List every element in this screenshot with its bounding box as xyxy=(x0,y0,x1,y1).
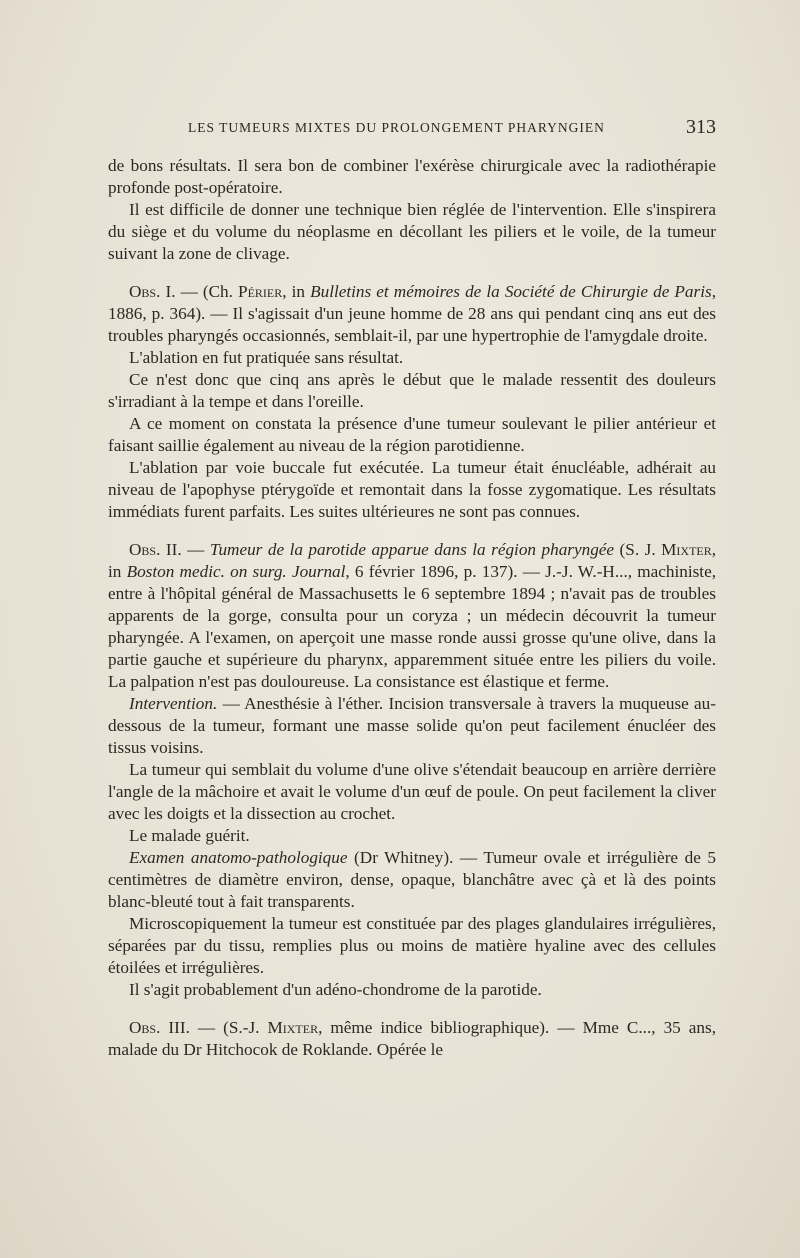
section-label: Intervention. xyxy=(129,694,218,713)
paragraph: de bons résultats. Il sera bon de combiner l'exérèse chirurgicale avec la radiothérapie profonde post-opératoire. xyxy=(108,156,716,197)
paragraph: Ce n'est donc que cinq ans après le début que le malade ressentit des douleurs s'irradiant à la tempe et dans l'oreille. xyxy=(108,370,716,411)
source-title: Bulletins et mémoires de la Société de Chirurgie de Paris xyxy=(310,282,712,301)
text-fragment: , 1886, p. 364). — Il s'agissait d'un jeune homme de 28 ans qui pendant cinq ans eut des troubles pharyngés occasionnés, semblait-il, par une hypertrophie de l'amygdale droite. xyxy=(108,282,716,345)
paragraph: A ce moment on constata la présence d'une tumeur soulevant le pilier antérieur et faisant saillie également au niveau de la région parotidienne. xyxy=(108,414,716,455)
text-fragment: — xyxy=(181,540,210,559)
source-title: Boston medic. on surg. Journal xyxy=(126,562,346,581)
obs-label: Obs. II. xyxy=(129,540,182,559)
page-header xyxy=(188,116,716,140)
text-fragment: (S. J. xyxy=(614,540,662,559)
paragraph: La tumeur qui semblait du volume d'une olive s'étendait beaucoup en arrière derrière l'angle de la mâchoire et avait le volume d'un œuf de poule. On peut facilement la cliver avec les doigts et la dissection au crochet. xyxy=(108,760,716,823)
observation-3 xyxy=(108,1017,716,1061)
text-fragment: — (Ch. xyxy=(175,282,239,301)
text-fragment: , 6 février 1896, p. 137). — J.-J. W.-H..., machiniste, entre à l'hôpital général de Massachusetts le 6 septembre 1894 ; n'avait pas de troubles apparents de la gorge, consulta pour un coryza ; un médecin découvrit la tumeur pharyngée. A l'examen, on aperçoit une masse ronde aussi grosse qu'une olive, dans la partie gauche et supérieure du pharynx, apparemment située entre les piliers du voile. La palpation n'est pas douloureuse. La consistance est élastique et ferme. xyxy=(108,562,717,691)
paragraph xyxy=(108,847,716,913)
paragraph xyxy=(108,693,716,759)
paragraph: Le malade guérit. xyxy=(129,826,250,845)
paragraph: Il s'agit probablement d'un adéno-chondrome de la parotide. xyxy=(129,980,542,999)
text-fragment: , in xyxy=(282,282,311,301)
author-name: Mixter xyxy=(267,1018,319,1037)
paragraph: L'ablation par voie buccale fut exécutée. La tumeur était énucléable, adhérait au niveau de l'apophyse ptérygoïde et remontait dans la fosse zygomatique. Les résultats immédiats furent parfaits. Les suites ultérieures ne sont pas connues. xyxy=(108,458,716,521)
text-fragment: — (S.-J. xyxy=(189,1018,268,1037)
text-fragment: , in xyxy=(108,540,717,581)
paragraph: Il est difficile de donner une technique bien réglée de l'intervention. Elle s'inspirera du siège et du volume du néoplasme en décollant les piliers et le voile, de la tumeur suivant la zone de clivage. xyxy=(108,200,716,263)
obs-label: Obs. I. xyxy=(129,282,176,301)
author-name: Périer xyxy=(238,282,283,301)
section-label: Examen anatomo-pathologique xyxy=(129,848,348,867)
text-fragment: (Dr Whitney). — Tumeur ovale et irrégulière de 5 centimètres de diamètre environ, dense, opaque, blanchâtre avec çà et là des points blanc-bleuté tout à fait transparents. xyxy=(108,848,716,911)
observation-2 xyxy=(108,539,716,693)
paragraph: L'ablation en fut pratiquée sans résultat. xyxy=(129,348,404,367)
text-fragment: , même indice bibliographique). — Mme C..., 35 ans, malade du Dr Hitchocok de Roklande. Opérée le xyxy=(108,1018,716,1059)
author-name: Mixter xyxy=(661,540,712,559)
page-number: 313 xyxy=(686,116,716,138)
body-text xyxy=(108,155,716,1061)
running-head: LES TUMEURS MIXTES DU PROLONGEMENT PHARYNGIEN xyxy=(188,120,605,135)
obs-title: Tumeur de la parotide apparue dans la région pharyngée xyxy=(209,540,615,559)
observation-1 xyxy=(108,281,716,347)
paragraph: Microscopiquement la tumeur est constituée par des plages glandulaires irrégulières, séparées par du tissu, remplies plus ou moins de matière hyaline avec des cellules étoilées et irrégulières. xyxy=(108,914,716,977)
text-fragment: — Anesthésie à l'éther. Incision transversale à travers la muqueuse au-dessous de la tumeur, formant une masse solide qu'on peut facilement énucléer des tissus voisins. xyxy=(108,694,716,757)
obs-label: Obs. III. xyxy=(129,1018,190,1037)
